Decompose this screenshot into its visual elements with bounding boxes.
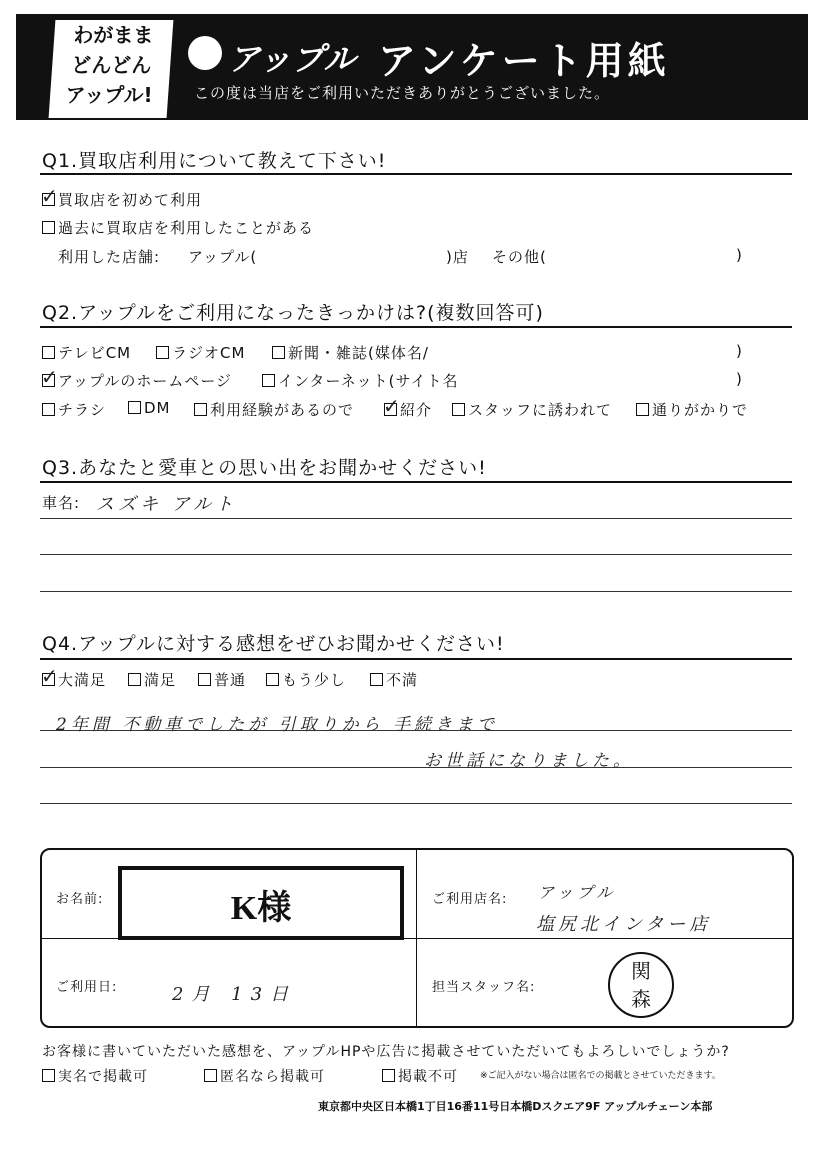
checkbox[interactable] <box>42 403 55 416</box>
q2-option-passing-by[interactable]: 通りがかりで <box>636 399 748 420</box>
q1-store-label: 利用した店舗: <box>58 248 161 266</box>
checkbox[interactable] <box>636 403 649 416</box>
date-label: ご利用日: <box>56 980 118 995</box>
q4-title: Q4.アップルに対する感想をぜひお聞かせください! <box>42 633 505 655</box>
checkbox[interactable] <box>452 403 465 416</box>
checkbox[interactable] <box>42 221 55 234</box>
q2-option-tv[interactable]: テレビCM <box>42 342 131 363</box>
q4-rating-somewhat[interactable]: もう少し <box>266 669 346 690</box>
q2-option-radio[interactable]: ラジオCM <box>156 342 245 363</box>
q4-rating-dissatisfied[interactable]: 不満 <box>370 669 418 690</box>
checkmark-icon: ✓ <box>41 664 59 688</box>
checkbox[interactable] <box>204 1069 217 1082</box>
slogan-line-3: アップル! <box>65 83 153 107</box>
customer-info-box <box>40 848 794 1028</box>
checkbox[interactable] <box>42 1069 55 1082</box>
q2-option-experience[interactable]: 利用経験があるので <box>194 399 354 420</box>
checkmark-icon: ✓ <box>41 184 59 208</box>
checkbox[interactable] <box>41 184 59 208</box>
staff-seal-stamp <box>608 952 674 1018</box>
comment-line-1[interactable]: 2年間 不動車でしたが 引取りから 手続きまで <box>56 715 499 735</box>
checkbox[interactable] <box>198 673 211 686</box>
q1-option-first-time[interactable]: ✓ 買取店を初めて利用 <box>41 184 203 209</box>
publish-note: ※ご記入がない場合は匿名での掲載とさせていただきます。 <box>480 1071 721 1081</box>
q1-rule <box>40 173 792 175</box>
q1-store-other: その他( <box>492 248 547 266</box>
checkbox[interactable] <box>370 673 383 686</box>
store-label: ご利用店名: <box>432 892 508 907</box>
publish-option-anonymous[interactable]: 匿名なら掲載可 <box>204 1066 325 1086</box>
q3-line-1 <box>40 518 792 519</box>
brand-logo: アップル <box>228 40 357 78</box>
q3-rule <box>40 481 792 483</box>
checkbox[interactable] <box>156 346 169 359</box>
checkbox[interactable] <box>194 403 207 416</box>
q1-store-apple: アップル( <box>188 248 258 266</box>
name-field[interactable] <box>118 866 404 940</box>
checkbox[interactable] <box>41 664 59 688</box>
q4-rating-very-satisfied[interactable]: ✓ 大満足 <box>41 664 107 689</box>
checkbox[interactable] <box>128 401 141 414</box>
q1-store-close: ) <box>736 246 743 264</box>
checkmark-icon: ✓ <box>41 365 59 389</box>
q3-title: Q3.あなたと愛車との思い出をお聞かせください! <box>42 457 487 479</box>
publish-option-not-allowed[interactable]: 掲載不可 <box>382 1066 458 1086</box>
store-value-brand[interactable]: アップル <box>538 883 617 902</box>
name-value: K様 <box>230 890 292 927</box>
staff-label: 担当スタッフ名: <box>432 980 536 995</box>
slogan-banner <box>49 20 174 118</box>
slogan-line-1: わがまま <box>73 23 154 47</box>
q2-rule <box>40 326 792 328</box>
checkbox[interactable] <box>262 374 275 387</box>
publication-question: お客様に書いていただいた感想を、アップルHPや広告に掲載させていただいてもよろしいでしょうか? <box>42 1044 730 1060</box>
car-name-value[interactable]: スズキ アルト <box>96 494 238 515</box>
company-address: 東京都中央区日本橋1丁目16番11号日本橋Dスクエア9F アップルチェーン本部 <box>318 1100 713 1113</box>
q4-rating-normal[interactable]: 普通 <box>198 669 246 690</box>
q4-line-1 <box>40 730 792 731</box>
header-banner <box>16 14 808 120</box>
publish-option-real-name[interactable]: 実名で掲載可 <box>42 1066 148 1086</box>
q2-title: Q2.アップルをご利用になったきっかけは?(複数回答可) <box>42 302 544 324</box>
name-label: お名前: <box>56 892 104 907</box>
q2-option-flyer[interactable]: チラシ <box>42 399 106 420</box>
q2-row1-close: ) <box>736 342 743 360</box>
q3-line-2 <box>40 554 792 555</box>
q2-option-internet[interactable]: インターネット(サイト名 <box>262 370 458 391</box>
q3-line-3 <box>40 591 792 592</box>
checkbox[interactable] <box>383 394 401 418</box>
slogan-line-2: どんどん <box>71 53 152 77</box>
q4-line-3 <box>40 803 792 804</box>
checkbox[interactable] <box>42 346 55 359</box>
checkbox[interactable] <box>128 673 141 686</box>
date-value[interactable]: 2月 13日 <box>172 984 297 1005</box>
apple-logo-icon <box>188 36 222 70</box>
q2-option-staff-invite[interactable]: スタッフに誘われて <box>452 399 612 420</box>
q4-rating-satisfied[interactable]: 満足 <box>128 669 176 690</box>
thanks-message: この度は当店をご利用いただきありがとうございました。 <box>194 84 611 102</box>
q2-option-homepage[interactable]: ✓ アップルのホームページ <box>41 365 233 390</box>
q4-line-2 <box>40 767 792 768</box>
q2-option-newspaper[interactable]: 新聞・雑誌(媒体名/ <box>272 342 429 363</box>
comment-line-2[interactable]: お世話になりました。 <box>424 751 634 771</box>
store-value-branch[interactable]: 塩尻北インター店 <box>536 914 712 935</box>
form-title: アンケート用紙 <box>378 39 670 83</box>
q4-rule <box>40 658 792 660</box>
checkbox[interactable] <box>382 1069 395 1082</box>
checkbox[interactable] <box>41 365 59 389</box>
car-name-label: 車名: <box>42 494 81 512</box>
checkmark-icon: ✓ <box>383 394 401 418</box>
checkbox[interactable] <box>266 673 279 686</box>
q1-option-used-before[interactable]: 過去に買取店を利用したことがある <box>42 217 314 238</box>
q2-row2-close: ) <box>736 370 743 388</box>
q2-option-dm[interactable]: DM <box>128 399 171 417</box>
q2-option-referral[interactable]: ✓ 紹介 <box>383 394 433 419</box>
q1-store-suffix: )店 <box>446 248 469 266</box>
staff-seal-text: 関 森 <box>631 959 651 1011</box>
checkbox[interactable] <box>272 346 285 359</box>
q1-title: Q1.買取店利用について教えて下さい! <box>42 150 387 172</box>
